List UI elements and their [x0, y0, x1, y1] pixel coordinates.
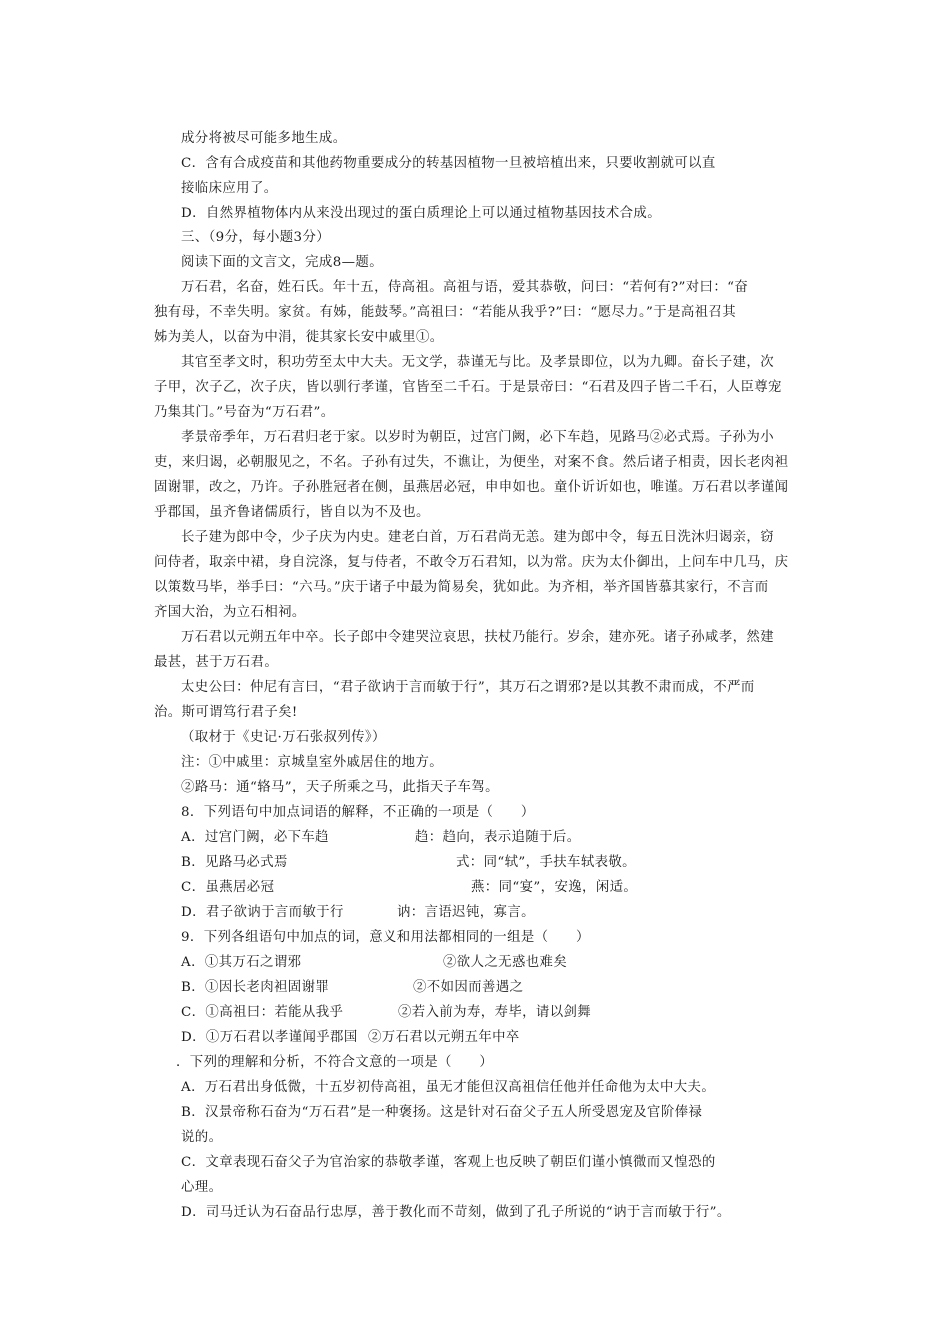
q9-option-c-1: C．①高祖曰：若能从我乎	[181, 1005, 344, 1020]
footnote-1: 注：①中戚里：京城皇室外戚居住的地方。	[181, 755, 444, 770]
question-8: 8．下列语句中加点词语的解释，不正确的一项是（ ）	[181, 805, 535, 820]
q8-option-c: C．虽燕居必冠	[181, 880, 275, 895]
passage-line: 姊为美人，以奋为中涓，徙其家长安中戚里①。	[154, 330, 444, 345]
q8-option-d: D．君子欲讷于言而敏于行	[181, 905, 344, 920]
footnote-2: ②路马：通“辂马”，天子所乘之马，此指天子车驾。	[181, 780, 499, 795]
text-line: 成分将被尽可能多地生成。	[181, 131, 347, 146]
option-d-line: D．自然界植物体内从来没出现过的蛋白质理论上可以通过植物基因技术合成。	[181, 206, 662, 221]
q10-option-d: D．司马迁认为石奋品行忠厚，善于教化而不苛刻，做到了孔子所说的“讷于言而敏于行”。	[181, 1205, 731, 1220]
passage-line: 固谢罪，改之，乃许。子孙胜冠者在侧，虽燕居必冠，申申如也。童仆䜣䜣如也，唯谨。万石君以孝谨闻	[154, 480, 789, 495]
passage-line: 治。斯可谓笃行君子矣!	[154, 705, 298, 720]
q10-option-c-line-2: 心理。	[181, 1180, 223, 1195]
q9-option-b-2: ②不如因而善遇之	[413, 980, 524, 995]
question-9: 9．下列各组语句中加点的词，意义和用法都相同的一组是（ ）	[181, 930, 590, 945]
source-note: （取材于《史记·万石张叔列传》）	[181, 730, 386, 745]
q9-option-c-2: ②若入前为寿，寿毕，请以剑舞	[398, 1005, 592, 1020]
passage-line: 以策数马毕，举手曰：“六马。”庆于诸子中最为简易矣，犹如此。为齐相，举齐国皆慕其家行，不言而	[154, 580, 769, 595]
q8-option-a: A．过宫门阙，必下车趋	[181, 830, 329, 845]
passage-line: 乎郡国，虽齐鲁诸儒质行，皆自以为不及也。	[154, 505, 430, 520]
passage-line: 齐国大治，为立石相祠。	[154, 605, 306, 620]
option-c-line-1: C．含有合成疫苗和其他药物重要成分的转基因植物一旦被培植出来，只要收割就可以直	[181, 156, 716, 171]
passage-line: 子甲，次子乙，次子庆，皆以驯行孝谨，官皆至二千石。于是景帝曰：“石君及四子皆二千石，人臣尊宠	[154, 380, 782, 395]
option-c-line-2: 接临床应用了。	[181, 181, 278, 196]
q9-option-a-1: A．①其万石之谓邪	[181, 955, 302, 970]
passage-line: 问侍者，取亲中裙，身自浣涤，复与侍者，不敢令万石君知，以为常。庆为太仆御出，上问车中几马，庆	[154, 555, 789, 570]
instruction: 阅读下面的文言文，完成8—题。	[181, 255, 383, 270]
passage-line: 万石君以元朔五年中卒。长子郎中令建哭泣哀思，扶杖乃能行。岁余，建亦死。诸子孙咸孝，然建	[181, 630, 774, 645]
passage-line: 太史公曰：仲尼有言曰，“君子欲讷于言而敏于行”，其万石之谓邪?是以其教不肃而成，不严而	[181, 680, 755, 695]
passage-line: 万石君，名奋，姓石氏。年十五，侍高祖。高祖与语，爱其恭敬，问曰：“若何有?”对曰：“奋	[181, 280, 749, 295]
passage-line: 最甚，甚于万石君。	[154, 655, 279, 670]
q10-option-a: A．万石君出身低微，十五岁初侍高祖，虽无才能但汉高祖信任他并任命他为太中大夫。	[181, 1080, 716, 1095]
passage-line: 长子建为郎中令，少子庆为内史。建老白首，万石君尚无恙。建为郎中令，每五日洗沐归谒亲，窃	[181, 530, 774, 545]
q10-option-b-line-1: B．汉景帝称石奋为“万石君”是一种褒扬。这是针对石奋父子五人所受恩宠及官阶俸禄	[181, 1105, 703, 1120]
passage-line: 独有母，不幸失明。家贫。有姊，能鼓琴。”高祖曰：“若能从我乎?”曰：“愿尽力。”于是高祖召其	[154, 305, 737, 320]
section-heading: 三、（9分，每小题3分）	[181, 230, 331, 245]
q10-option-b-line-2: 说的。	[181, 1130, 223, 1145]
q10-option-c-line-1: C．文章表现石奋父子为官治家的恭敬孝谨，客观上也反映了朝臣们谨小慎微而又惶恐的	[181, 1155, 716, 1170]
q8-option-d-gloss: 讷：言语迟钝，寡言。	[397, 905, 535, 920]
q8-option-b-gloss: 式：同“轼”，手扶车轼表敬。	[456, 855, 636, 870]
passage-line: 其官至孝文时，积功劳至太中大夫。无文学，恭谨无与比。及孝景即位，以为九卿。奋长子建，次	[181, 355, 774, 370]
q8-option-a-gloss: 趋：趋向，表示追随于后。	[415, 830, 581, 845]
passage-line: 孝景帝季年，万石君归老于家。以岁时为朝臣，过宫门阙，必下车趋，见路马②必式焉。子孙为小	[181, 430, 774, 445]
q9-option-d-2: ②万石君以元朔五年中卒	[368, 1030, 520, 1045]
q8-option-c-gloss: 燕：同“宴”，安逸，闲适。	[471, 880, 638, 895]
passage-line: 乃集其门。”号奋为“万石君”。	[154, 405, 335, 420]
question-10: ．下列的理解和分析，不符合文意的一项是（ ）	[176, 1055, 494, 1070]
q9-option-b-1: B．①因长老肉袒固谢罪	[181, 980, 330, 995]
q9-option-a-2: ②欲人之无惑也难矣	[443, 955, 568, 970]
q8-option-b: B．见路马必式焉	[181, 855, 288, 870]
passage-line: 吏，来归谒，必朝服见之，不名。子孙有过失，不谯让，为便坐，对案不食。然后诸子相责，因长老肉袒	[154, 455, 789, 470]
q9-option-d-1: D．①万石君以孝谨闻乎郡国	[181, 1030, 358, 1045]
